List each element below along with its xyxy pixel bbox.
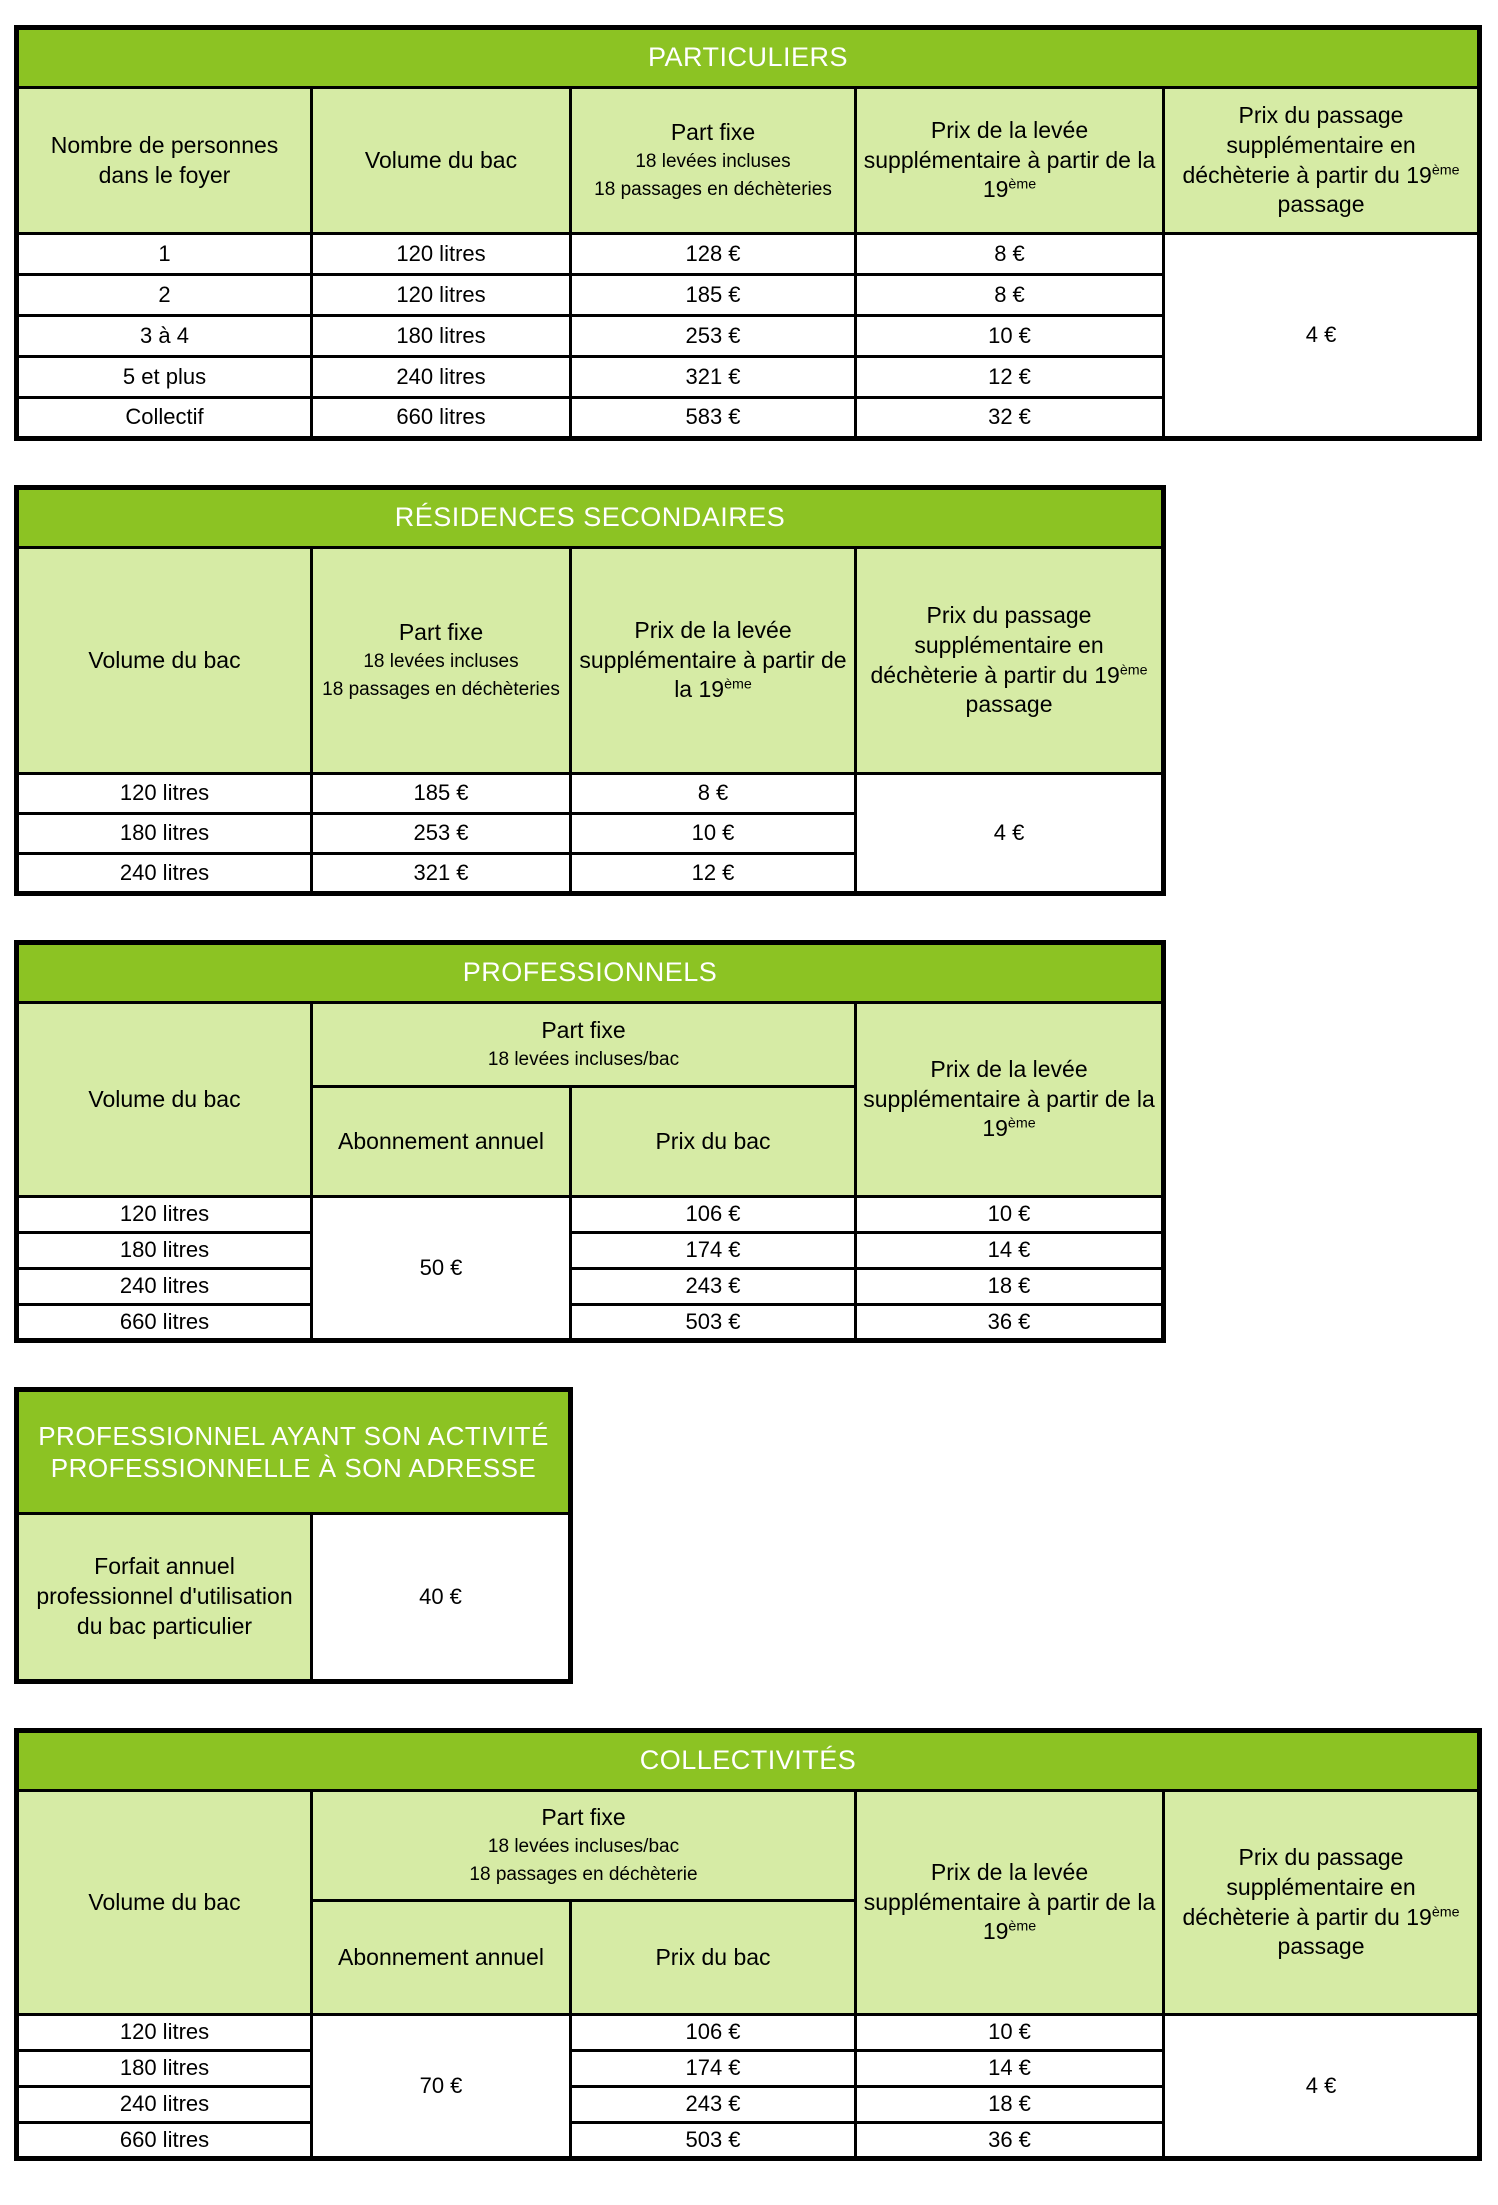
- header-prix-passage: [1164, 1791, 1480, 2015]
- table-cell: 180 litres: [312, 316, 571, 357]
- table-cell: 5 et plus: [17, 357, 312, 398]
- table-cell: 240 litres: [17, 854, 312, 894]
- prix-passage-text: Prix du passage supplémentaire en déchèterie à partir du 19: [1182, 101, 1432, 188]
- prix-passage-sup: ème: [1431, 161, 1460, 178]
- table-title: RÉSIDENCES SECONDAIRES: [17, 488, 1164, 548]
- prix-passage-text: Prix du passage supplémentaire en déchèterie à partir du 19: [1182, 1843, 1432, 1930]
- header-prix-levee: [856, 1791, 1164, 2015]
- header-abonnement-annuel: Abonnement annuel: [312, 1901, 571, 2015]
- forfait-annuel-price: 40 €: [312, 1514, 571, 1682]
- header-part-fixe: [571, 88, 856, 234]
- prix-levee-sup: ème: [1008, 1918, 1037, 1935]
- table-cell: 12 €: [571, 854, 856, 894]
- header-part-fixe: [312, 1791, 856, 1901]
- header-volume-bac: Volume du bac: [17, 1791, 312, 2015]
- prix-levee-sup: ème: [1007, 1115, 1036, 1132]
- table-cell: 106 €: [571, 2015, 856, 2051]
- prix-levee-text: Prix de la levée supplémentaire à partir de la 19: [863, 1858, 1156, 1945]
- header-part-fixe: [312, 548, 571, 774]
- part-fixe-sub2: 18 passages en déchèterie: [469, 1864, 698, 1886]
- header-volume-bac: Volume du bac: [312, 88, 571, 234]
- prix-passage-sup: ème: [1431, 1903, 1460, 1920]
- residences-secondaires-table: [14, 485, 1166, 896]
- header-prix-du-bac: Prix du bac: [571, 1087, 856, 1197]
- table-cell: 660 litres: [17, 2123, 312, 2159]
- merged-passage-price-cell: 4 €: [1164, 234, 1480, 439]
- header-part-fixe: [312, 1003, 856, 1087]
- header-prix-passage: [1164, 88, 1480, 234]
- table-cell: 240 litres: [312, 357, 571, 398]
- professionnels-table: [14, 940, 1166, 1343]
- prix-passage-text2: passage: [965, 691, 1053, 718]
- table-cell: 32 €: [856, 398, 1164, 439]
- table-cell: 10 €: [571, 814, 856, 854]
- prix-levee-sup: ème: [1008, 176, 1037, 193]
- table-cell: 185 €: [312, 774, 571, 814]
- table-title: PROFESSIONNELS: [17, 943, 1164, 1003]
- prix-levee-text: Prix de la levée supplémentaire à partir de la 19: [863, 116, 1156, 203]
- part-fixe-label: Part fixe: [398, 619, 484, 646]
- table-cell: 128 €: [571, 234, 856, 275]
- table-cell: 321 €: [312, 854, 571, 894]
- part-fixe-sub2: 18 passages en déchèteries: [322, 679, 560, 701]
- merged-passage-price-cell: 4 €: [856, 774, 1164, 894]
- part-fixe-label: Part fixe: [670, 119, 756, 146]
- table-cell: 10 €: [856, 2015, 1164, 2051]
- table-cell: 503 €: [571, 2123, 856, 2159]
- part-fixe-label: Part fixe: [541, 1017, 626, 1044]
- table-cell: 243 €: [571, 1269, 856, 1305]
- table-cell: 174 €: [571, 2051, 856, 2087]
- professionnel-adresse-table: [14, 1387, 573, 1684]
- table-cell: 120 litres: [312, 234, 571, 275]
- prix-levee-text: Prix de la levée supplémentaire à partir de la 19: [579, 616, 847, 703]
- table-cell: 18 €: [856, 1269, 1164, 1305]
- part-fixe-sub1: 18 levées incluses/bac: [487, 1836, 680, 1858]
- table-cell: 2: [17, 275, 312, 316]
- table-cell: 18 €: [856, 2087, 1164, 2123]
- table-cell: 120 litres: [17, 774, 312, 814]
- table-cell: 253 €: [312, 814, 571, 854]
- header-prix-du-bac: Prix du bac: [571, 1901, 856, 2015]
- table-cell: 8 €: [571, 774, 856, 814]
- table-cell: 243 €: [571, 2087, 856, 2123]
- table-cell: 180 litres: [17, 1233, 312, 1269]
- table-cell: 14 €: [856, 2051, 1164, 2087]
- table-cell: 120 litres: [17, 2015, 312, 2051]
- table-title: PROFESSIONNEL AYANT SON ACTIVITÉ PROFESSIONNELLE À SON ADRESSE: [17, 1390, 571, 1514]
- table-cell: 185 €: [571, 275, 856, 316]
- table-cell: 10 €: [856, 1197, 1164, 1233]
- merged-abonnement-price-cell: 70 €: [312, 2015, 571, 2159]
- table-cell: 253 €: [571, 316, 856, 357]
- header-prix-levee: [856, 1003, 1164, 1197]
- prix-passage-sup: ème: [1119, 661, 1148, 678]
- table-title: COLLECTIVITÉS: [17, 1731, 1480, 1791]
- table-cell: 660 litres: [17, 1305, 312, 1341]
- merged-abonnement-price-cell: 50 €: [312, 1197, 571, 1341]
- prix-levee-text: Prix de la levée supplémentaire à partir de la 19: [863, 1055, 1155, 1142]
- header-volume-bac: Volume du bac: [17, 548, 312, 774]
- table-cell: 1: [17, 234, 312, 275]
- table-cell: 8 €: [856, 234, 1164, 275]
- table-cell: 321 €: [571, 357, 856, 398]
- header-prix-levee: [571, 548, 856, 774]
- header-nombre-personnes: Nombre de personnes dans le foyer: [17, 88, 312, 234]
- part-fixe-sub1: 18 levées incluses/bac: [487, 1049, 680, 1071]
- table-cell: 8 €: [856, 275, 1164, 316]
- part-fixe-sub1: 18 levées incluses: [635, 151, 791, 173]
- prix-passage-text: Prix du passage supplémentaire en déchèterie à partir du 19: [870, 601, 1120, 688]
- forfait-annuel-label: Forfait annuel professionnel d'utilisation du bac particulier: [17, 1514, 312, 1682]
- table-cell: 503 €: [571, 1305, 856, 1341]
- table-cell: 120 litres: [17, 1197, 312, 1233]
- part-fixe-sub1: 18 levées incluses: [363, 651, 519, 673]
- table-cell: 36 €: [856, 2123, 1164, 2159]
- table-cell: 36 €: [856, 1305, 1164, 1341]
- table-cell: 14 €: [856, 1233, 1164, 1269]
- header-volume-bac: Volume du bac: [17, 1003, 312, 1197]
- table-cell: 174 €: [571, 1233, 856, 1269]
- table-cell: 240 litres: [17, 1269, 312, 1305]
- table-cell: Collectif: [17, 398, 312, 439]
- part-fixe-label: Part fixe: [541, 1804, 626, 1831]
- prix-passage-text2: passage: [1277, 1933, 1365, 1960]
- table-cell: 240 litres: [17, 2087, 312, 2123]
- table-cell: 120 litres: [312, 275, 571, 316]
- table-cell: 10 €: [856, 316, 1164, 357]
- table-cell: 106 €: [571, 1197, 856, 1233]
- table-cell: 3 à 4: [17, 316, 312, 357]
- table-cell: 180 litres: [17, 2051, 312, 2087]
- table-title: PARTICULIERS: [17, 28, 1480, 88]
- part-fixe-sub2: 18 passages en déchèteries: [594, 179, 832, 201]
- table-cell: 583 €: [571, 398, 856, 439]
- prix-levee-sup: ème: [724, 676, 752, 693]
- prix-passage-text2: passage: [1277, 191, 1365, 218]
- table-cell: 12 €: [856, 357, 1164, 398]
- particuliers-table: [14, 25, 1482, 441]
- header-abonnement-annuel: Abonnement annuel: [312, 1087, 571, 1197]
- merged-passage-price-cell: 4 €: [1164, 2015, 1480, 2159]
- table-cell: 180 litres: [17, 814, 312, 854]
- collectivites-table: [14, 1728, 1482, 2161]
- header-prix-passage: [856, 548, 1164, 774]
- header-prix-levee: [856, 88, 1164, 234]
- table-cell: 660 litres: [312, 398, 571, 439]
